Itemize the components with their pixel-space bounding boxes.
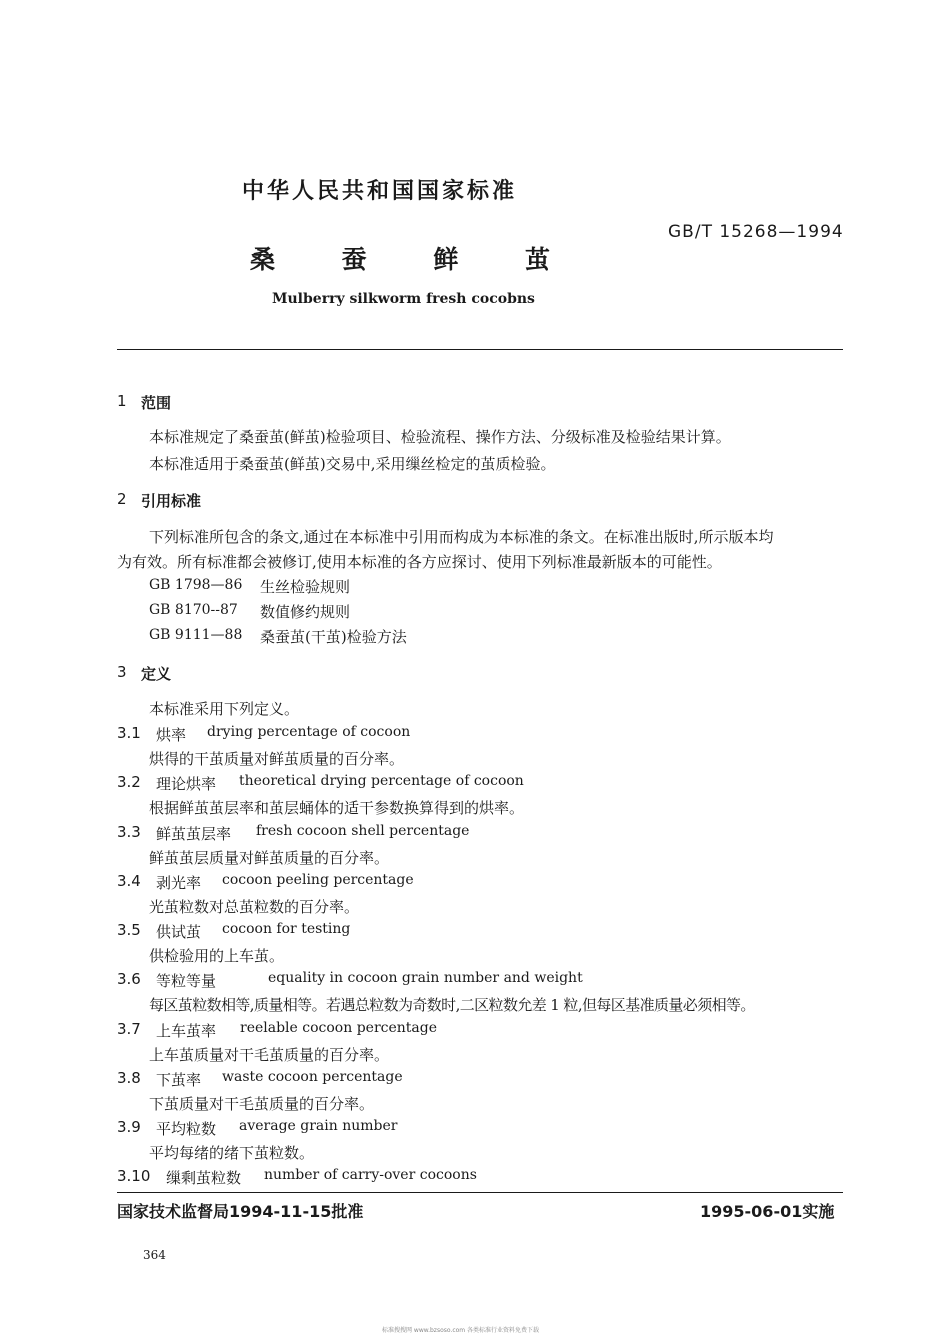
- title-char: 茧: [524, 245, 550, 274]
- definition-term-en: theoretical drying percentage of cocoon: [239, 773, 524, 789]
- section-3-intro: 本标准采用下列定义。: [149, 700, 300, 718]
- definition-term: 平均粒数: [156, 1120, 217, 1138]
- definition-number: 3.3: [117, 823, 141, 841]
- reference-name: 生丝检验规则: [260, 578, 351, 596]
- definition-number: 3.2: [117, 773, 141, 791]
- section-2-heading: 引用标准: [141, 492, 202, 510]
- definition-term-en: cocoon peeling percentage: [222, 872, 414, 888]
- effective-date: 1995-06-01实施: [700, 1202, 835, 1221]
- section-2-number: 2: [117, 490, 127, 508]
- definition-number: 3.4: [117, 872, 141, 890]
- definition-term: 供试茧: [156, 923, 202, 941]
- section-2-paragraph-line: 为有效。所有标准都会被修订,使用本标准的各方应探讨、使用下列标准最新版本的可能性。: [117, 553, 722, 571]
- definition-term-en: fresh cocoon shell percentage: [256, 823, 470, 839]
- definition-number: 3.1: [117, 724, 141, 742]
- definition-number: 3.8: [117, 1069, 141, 1087]
- definition-term-en: reelable cocoon percentage: [240, 1020, 437, 1036]
- section-2-paragraph-line: 下列标准所包含的条文,通过在本标准中引用而构成为本标准的条文。在标准出版时,所示版本均: [149, 528, 774, 546]
- definition-term-en: cocoon for testing: [222, 921, 351, 937]
- title-cn: [250, 240, 550, 276]
- definition-number: 3.10: [117, 1167, 151, 1185]
- section-3-heading: 定义: [141, 665, 172, 683]
- section-1-heading: 范围: [141, 394, 172, 412]
- definition-number: 3.9: [117, 1118, 141, 1136]
- definition-description: 根据鲜茧茧层率和茧层蛹体的适干参数换算得到的烘率。: [149, 799, 525, 817]
- definition-description: 光茧粒数对总茧粒数的百分率。: [149, 898, 360, 916]
- section-1-number: 1: [117, 392, 127, 410]
- reference-code: GB 8170--87: [149, 602, 238, 618]
- definition-description: 供检验用的上车茧。: [149, 947, 285, 965]
- definition-term: 缫剩茧粒数: [166, 1169, 242, 1187]
- definition-term-en: average grain number: [239, 1118, 398, 1134]
- definition-number: 3.7: [117, 1020, 141, 1038]
- definition-term-en: equality in cocoon grain number and weight: [268, 970, 583, 986]
- definition-term: 下茧率: [156, 1071, 202, 1089]
- definition-term: 等粒等量: [156, 972, 217, 990]
- title-en: Mulberry silkworm fresh cocobns: [272, 291, 535, 307]
- section-3-number: 3: [117, 663, 127, 681]
- definition-description: 平均每绪的绪下茧粒数。: [149, 1144, 315, 1162]
- definition-term-en: drying percentage of cocoon: [207, 724, 411, 740]
- reference-code: GB 9111—88: [149, 627, 243, 643]
- footer-divider: [117, 1192, 843, 1193]
- title-char: 鲜: [433, 245, 459, 274]
- definition-description: 烘得的干茧质量对鲜茧质量的百分率。: [149, 750, 405, 768]
- definition-term: 鲜茧茧层率: [156, 825, 232, 843]
- watermark: 标准搜搜网 www.bzsoso.com 各类标准行业资料免费下载: [382, 1327, 540, 1334]
- definition-term: 烘率: [156, 726, 187, 744]
- definition-number: 3.5: [117, 921, 141, 939]
- definition-term: 剥光率: [156, 874, 202, 892]
- definition-term-en: number of carry-over cocoons: [264, 1167, 477, 1183]
- definition-number: 3.6: [117, 970, 141, 988]
- definition-term: 上车茧率: [156, 1022, 217, 1040]
- section-1-paragraph: 本标准规定了桑蚕茧(鲜茧)检验项目、检验流程、操作方法、分级标准及检验结果计算。: [149, 428, 731, 446]
- title-char: 桑: [250, 245, 276, 274]
- header-divider: [117, 349, 843, 350]
- reference-name: 数值修约规则: [260, 603, 351, 621]
- approval-line: 国家技术监督局1994-11-15批准: [117, 1202, 364, 1221]
- definition-description: 每区茧粒数相等,质量相等。若遇总粒数为奇数时,二区粒数允差 1 粒,但每区基准质量必须相等。: [149, 996, 755, 1014]
- definition-term: 理论烘率: [156, 775, 217, 793]
- definition-description: 上车茧质量对干毛茧质量的百分率。: [149, 1046, 390, 1064]
- definition-term-en: waste cocoon percentage: [222, 1069, 403, 1085]
- reference-name: 桑蚕茧(干茧)检验方法: [260, 628, 407, 646]
- title-char: 蚕: [341, 245, 367, 274]
- section-1-paragraph: 本标准适用于桑蚕茧(鲜茧)交易中,采用缫丝检定的茧质检验。: [149, 455, 556, 473]
- page-number: 364: [143, 1248, 166, 1262]
- reference-code: GB 1798—86: [149, 577, 243, 593]
- definition-description: 下茧质量对干毛茧质量的百分率。: [149, 1095, 375, 1113]
- national-standard-heading: 中华人民共和国国家标准: [242, 179, 518, 204]
- definition-description: 鲜茧茧层质量对鲜茧质量的百分率。: [149, 849, 390, 867]
- standard-code: GB/T 15268—1994: [668, 222, 844, 242]
